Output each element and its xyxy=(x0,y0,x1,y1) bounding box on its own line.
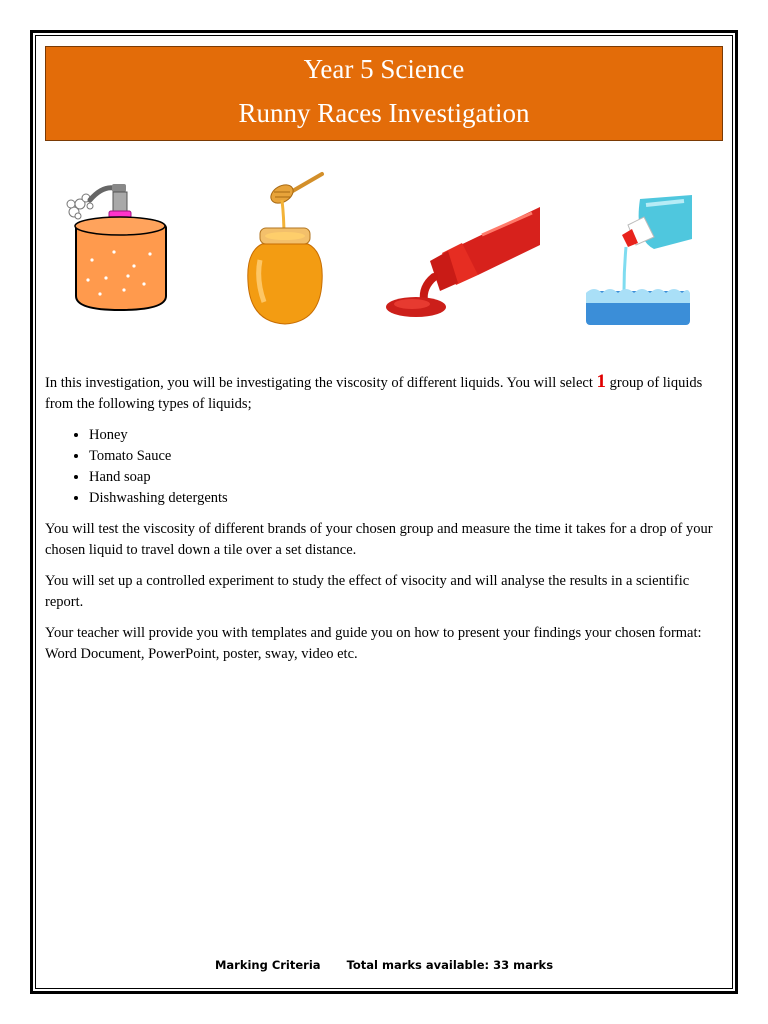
liquid-types-list xyxy=(45,425,725,509)
intro-text-start: In this investigation, you will be investigating the viscosity of different liquids. You will select xyxy=(45,375,597,391)
title-line-2: Runny Races Investigation xyxy=(238,98,530,128)
honey-jar-image xyxy=(240,170,330,330)
hand-soap-image xyxy=(62,180,182,320)
title-line-1: Year 5 Science xyxy=(303,54,465,84)
presentation-paragraph: Your teacher will provide you with templates and guide you on how to present your findings your chosen format: Word Document, PowerPoint, poster, sway, video etc. xyxy=(45,625,702,662)
list-item: • Hand soap xyxy=(89,467,725,488)
tomato-sauce-image xyxy=(382,205,542,325)
list-item: • Dishwashing detergents xyxy=(89,488,725,509)
marking-criteria-label: Marking Criteria xyxy=(214,958,321,972)
main-content xyxy=(45,371,725,675)
title-banner xyxy=(45,46,723,141)
list-item: • Honey xyxy=(89,425,725,446)
footer xyxy=(0,958,768,972)
method-paragraph: You will test the viscosity of different brands of your chosen group and measure the time it takes for a drop of your chosen liquid to travel down a tile over a set distance. xyxy=(45,521,713,558)
list-item: • Tomato Sauce xyxy=(89,446,725,467)
experiment-paragraph: You will set up a controlled experiment to study the effect of visocity and will analyse the results in a scientific report. xyxy=(45,573,690,610)
dishwashing-detergent-image xyxy=(584,195,694,330)
honey-dipper-icon xyxy=(268,174,322,207)
group-count: 1 xyxy=(596,371,606,392)
intro-text-end: group of liquids from the following types of liquids; xyxy=(45,375,703,412)
total-marks-label: Total marks available: 33 marks xyxy=(346,958,554,972)
intro-paragraph xyxy=(45,371,725,415)
